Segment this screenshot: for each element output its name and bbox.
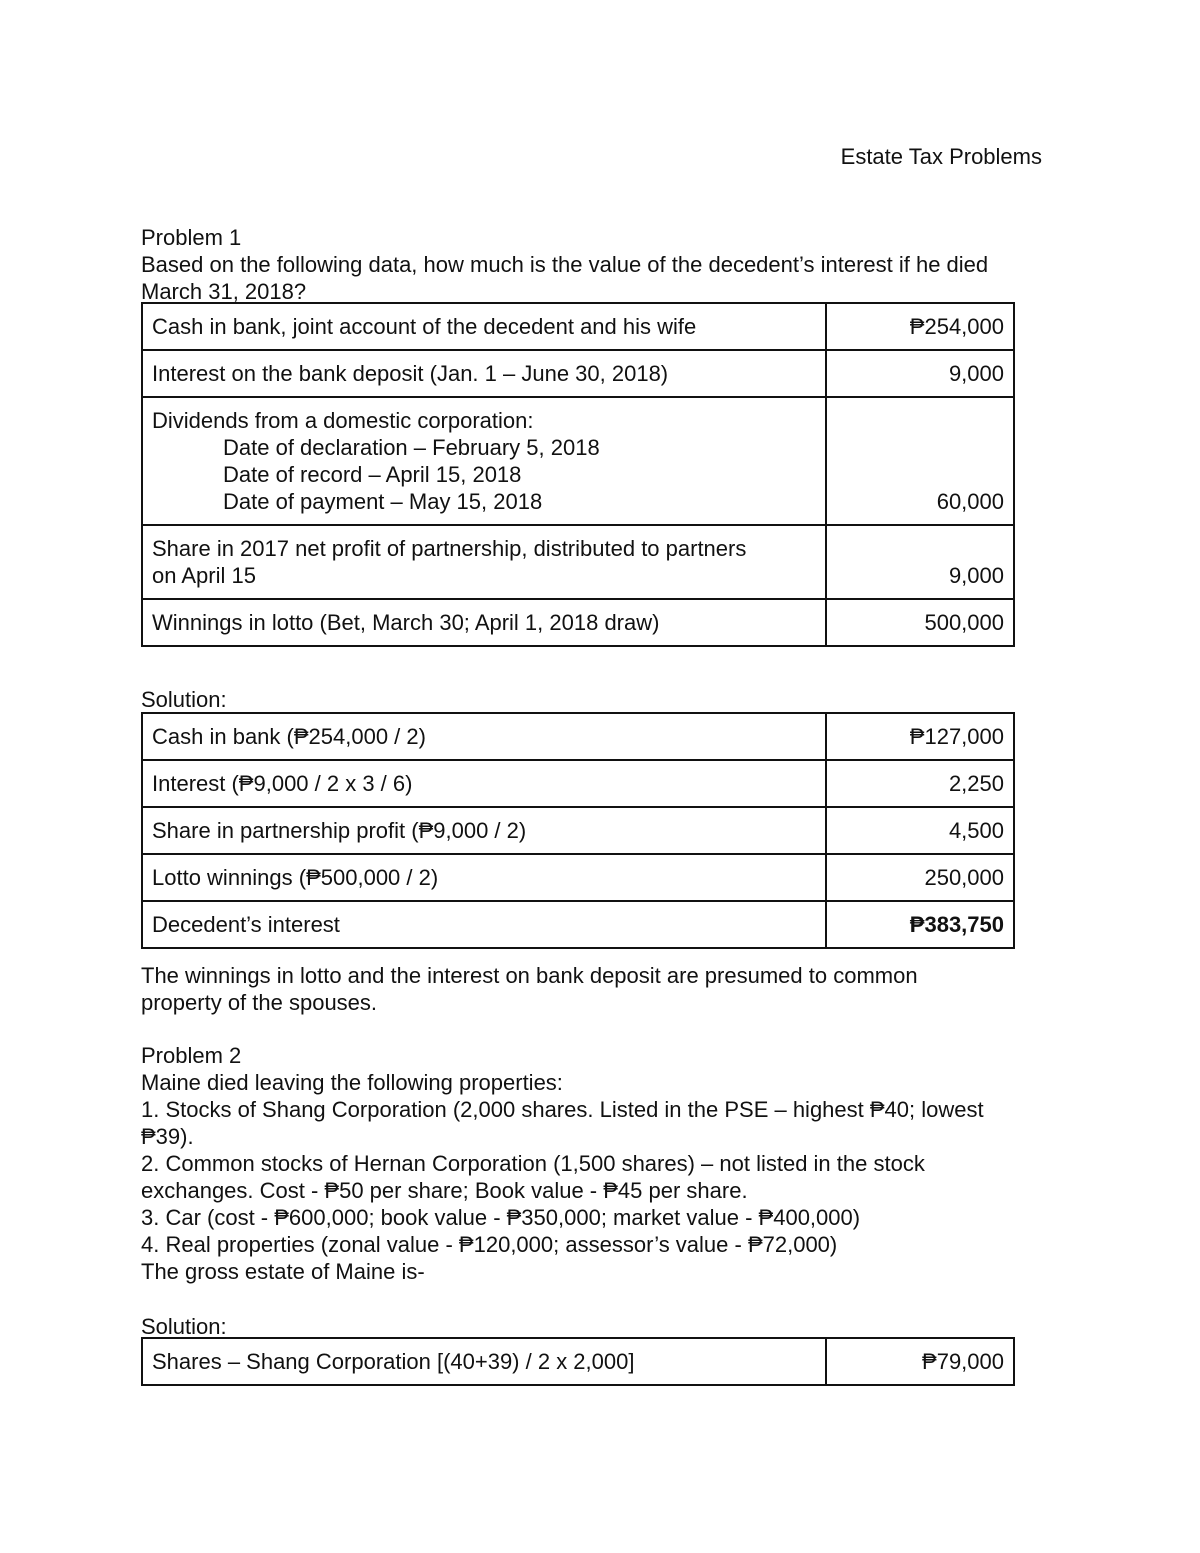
decedent-interest-total: ₱383,750 <box>826 901 1014 948</box>
table-cell-amount: ₱254,000 <box>826 303 1014 350</box>
table-cell-amount: 9,000 <box>826 525 1014 599</box>
problem-1-solution-label: Solution: <box>141 687 227 712</box>
problem-2-line: ₱39). <box>141 1124 194 1149</box>
table-row <box>142 713 1014 760</box>
problem-2-line: The gross estate of Maine is- <box>141 1259 425 1284</box>
table-row <box>142 599 1014 646</box>
table-row <box>142 303 1014 350</box>
problem-1-note <box>141 962 1061 1016</box>
note-line-2: property of the spouses. <box>141 990 378 1015</box>
table-row <box>142 350 1014 397</box>
table-cell-desc: Decedent’s interest <box>142 901 826 948</box>
problem-1-heading: Problem 1 <box>141 225 242 250</box>
table-cell-desc: Cash in bank (₱254,000 / 2) <box>142 713 826 760</box>
partnership-line-2: on April 15 <box>152 563 256 588</box>
table-cell-desc <box>142 397 826 525</box>
table-cell-amount: 250,000 <box>826 854 1014 901</box>
problem-1-question-line-2: March 31, 2018? <box>141 279 307 304</box>
dividends-label: Dividends from a domestic corporation: <box>152 408 534 433</box>
table-row <box>142 807 1014 854</box>
problem-1-solution-table <box>141 712 1015 949</box>
date-of-declaration: Date of declaration – February 5, 2018 <box>223 435 600 460</box>
problem-2-line: 1. Stocks of Shang Corporation (2,000 shares. Listed in the PSE – highest ₱40; lowest <box>141 1097 984 1122</box>
problem-1-question-line-1: Based on the following data, how much is the value of the decedent’s interest if he died <box>141 252 989 277</box>
table-row <box>142 525 1014 599</box>
problem-2-heading: Problem 2 <box>141 1043 242 1068</box>
problem-1-intro <box>141 224 1061 305</box>
table-cell-amount: ₱79,000 <box>826 1338 1014 1385</box>
date-of-payment: Date of payment – May 15, 2018 <box>223 489 543 514</box>
table-cell-amount: 500,000 <box>826 599 1014 646</box>
table-cell-amount: 2,250 <box>826 760 1014 807</box>
note-line-1: The winnings in lotto and the interest on bank deposit are presumed to common <box>141 963 918 988</box>
table-cell-desc: Interest on the bank deposit (Jan. 1 – June 30, 2018) <box>142 350 826 397</box>
table-row <box>142 854 1014 901</box>
table-row <box>142 397 1014 525</box>
problem-2-solution-table <box>141 1337 1015 1386</box>
problem-2-intro <box>141 1042 1061 1285</box>
date-of-record: Date of record – April 15, 2018 <box>223 462 522 487</box>
problem-2-line: 2. Common stocks of Hernan Corporation (1,500 shares) – not listed in the stock <box>141 1151 925 1176</box>
problem-1-data-table <box>141 302 1015 647</box>
table-cell-amount: 9,000 <box>826 350 1014 397</box>
table-cell-desc: Cash in bank, joint account of the decedent and his wife <box>142 303 826 350</box>
table-cell-desc: Interest (₱9,000 / 2 x 3 / 6) <box>142 760 826 807</box>
partnership-line-1: Share in 2017 net profit of partnership, distributed to partners <box>152 536 747 561</box>
table-cell-desc <box>142 525 826 599</box>
table-cell-amount: 60,000 <box>826 397 1014 525</box>
problem-2-line: 3. Car (cost - ₱600,000; book value - ₱350,000; market value - ₱400,000) <box>141 1205 861 1230</box>
table-row <box>142 1338 1014 1385</box>
problem-2-line: Maine died leaving the following properties: <box>141 1070 563 1095</box>
table-cell-desc: Shares – Shang Corporation [(40+39) / 2 x 2,000] <box>142 1338 826 1385</box>
problem-2-line: 4. Real properties (zonal value - ₱120,000; assessor’s value - ₱72,000) <box>141 1232 838 1257</box>
table-cell-desc: Share in partnership profit (₱9,000 / 2) <box>142 807 826 854</box>
table-cell-desc: Lotto winnings (₱500,000 / 2) <box>142 854 826 901</box>
table-row <box>142 760 1014 807</box>
table-row <box>142 901 1014 948</box>
table-cell-desc: Winnings in lotto (Bet, March 30; April 1, 2018 draw) <box>142 599 826 646</box>
problem-2-line: exchanges. Cost - ₱50 per share; Book value - ₱45 per share. <box>141 1178 748 1203</box>
table-cell-amount: 4,500 <box>826 807 1014 854</box>
problem-2-solution-label: Solution: <box>141 1314 227 1339</box>
table-cell-amount: ₱127,000 <box>826 713 1014 760</box>
page-header-title: Estate Tax Problems <box>840 144 1042 169</box>
